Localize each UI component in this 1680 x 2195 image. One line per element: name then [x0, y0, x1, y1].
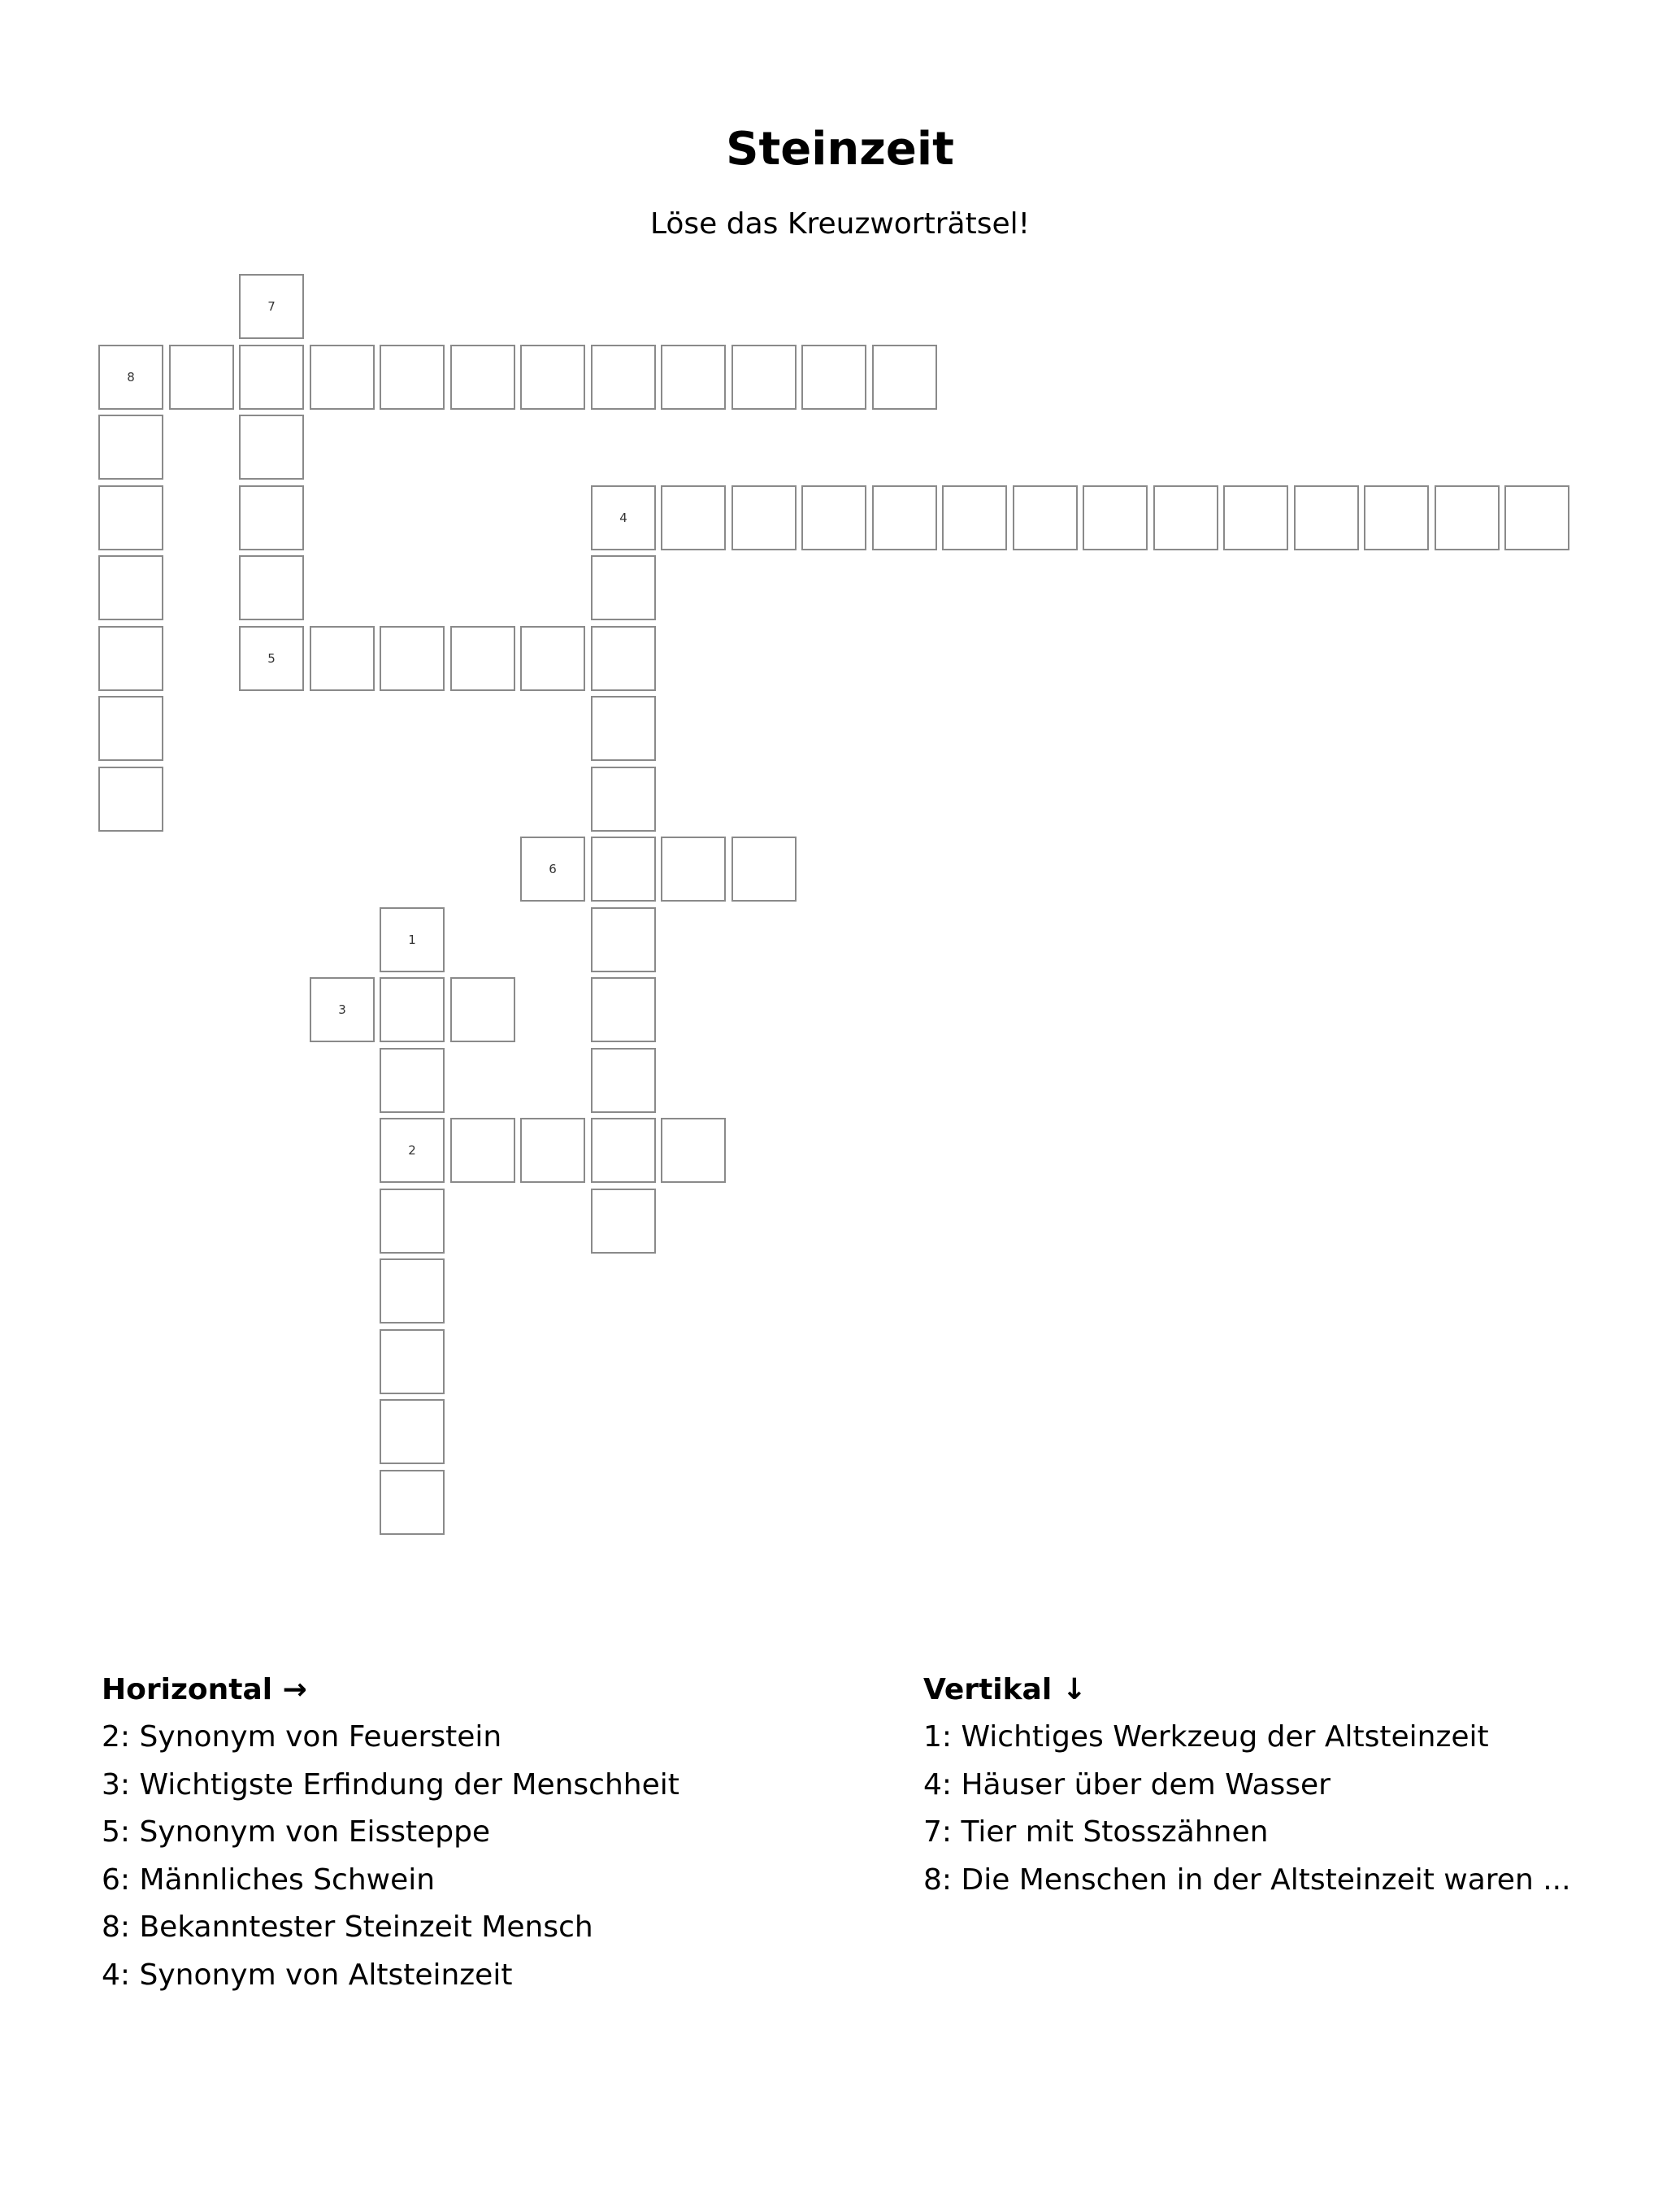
crossword-cell[interactable]: [731, 345, 797, 410]
crossword-cell[interactable]: [942, 485, 1007, 550]
clues-down-heading: Vertikal ↓: [923, 1673, 1087, 1706]
crossword-cell-6[interactable]: [520, 837, 585, 902]
clue-across-item: 4: Synonym von Altsteinzeit: [102, 1958, 513, 1992]
crossword-cell[interactable]: [98, 415, 163, 480]
crossword-cell[interactable]: [380, 1189, 445, 1254]
clues-down-list: [923, 1714, 1655, 1904]
cell-number: 3: [338, 1002, 346, 1017]
crossword-cell[interactable]: [98, 767, 163, 832]
crossword-cell[interactable]: [98, 696, 163, 761]
crossword-cell[interactable]: [380, 1399, 445, 1464]
crossword-cell[interactable]: [239, 555, 304, 620]
crossword-cell[interactable]: [520, 626, 585, 691]
crossword-cell[interactable]: [591, 345, 656, 410]
crossword-cell[interactable]: [1153, 485, 1218, 550]
crossword-cell[interactable]: [731, 485, 797, 550]
crossword-cell[interactable]: [520, 1118, 585, 1183]
clue-down-item: 7: Tier mit Stosszähnen: [923, 1815, 1269, 1849]
crossword-cell[interactable]: [591, 1048, 656, 1113]
crossword-cell[interactable]: [801, 485, 866, 550]
clue-across-item: 3: Wichtigste Erfindung der Menschheit: [102, 1767, 679, 1802]
clue-down-item: 4: Häuser über dem Wasser: [923, 1767, 1331, 1802]
crossword-cell[interactable]: [98, 485, 163, 550]
crossword-cell-4[interactable]: [591, 485, 656, 550]
crossword-cell[interactable]: [520, 345, 585, 410]
crossword-cell[interactable]: [591, 626, 656, 691]
crossword-cell[interactable]: [801, 345, 866, 410]
crossword-cell[interactable]: [380, 345, 445, 410]
cell-number: 1: [408, 932, 416, 947]
clue-across-item: 8: Bekanntester Steinzeit Mensch: [102, 1910, 593, 1945]
clue-down-item: 1: Wichtiges Werkzeug der Altsteinzeit: [923, 1720, 1489, 1754]
cell-number: 5: [267, 651, 276, 666]
crossword-cell-2[interactable]: [380, 1118, 445, 1183]
crossword-cell[interactable]: [380, 1258, 445, 1324]
crossword-cell[interactable]: [239, 415, 304, 480]
clues-across-list: [102, 1714, 874, 2000]
crossword-cell[interactable]: [1223, 485, 1288, 550]
crossword-cell[interactable]: [98, 555, 163, 620]
crossword-cell[interactable]: [591, 907, 656, 972]
crossword-cell[interactable]: [591, 977, 656, 1042]
cell-number: 7: [267, 299, 276, 314]
crossword-cell[interactable]: [1013, 485, 1078, 550]
crossword-cell[interactable]: [450, 626, 515, 691]
crossword-cell[interactable]: [450, 345, 515, 410]
crossword-cell[interactable]: [661, 837, 726, 902]
clues-down: [923, 1667, 1655, 1904]
crossword-cell[interactable]: [1435, 485, 1500, 550]
crossword-cell[interactable]: [169, 345, 234, 410]
cell-number: 8: [127, 370, 135, 385]
crossword-cell[interactable]: [1083, 485, 1148, 550]
crossword-cell[interactable]: [591, 767, 656, 832]
crossword-cell[interactable]: [310, 626, 375, 691]
cell-number: 2: [408, 1143, 416, 1158]
page-subtitle: Löse das Kreuzworträtsel!: [649, 207, 1031, 241]
crossword-cell[interactable]: [380, 977, 445, 1042]
crossword-cell-1[interactable]: [380, 907, 445, 972]
crossword-cell[interactable]: [872, 485, 937, 550]
crossword-cell[interactable]: [1504, 485, 1569, 550]
clue-down-item: 8: Die Menschen in der Altsteinzeit waren ...: [923, 1862, 1571, 1897]
crossword-cell[interactable]: [661, 1118, 726, 1183]
crossword-cell-5[interactable]: [239, 626, 304, 691]
crossword-cell[interactable]: [591, 1118, 656, 1183]
clues-across: [102, 1667, 874, 2000]
crossword-cell[interactable]: [380, 1470, 445, 1535]
crossword-cell[interactable]: [591, 1189, 656, 1254]
crossword-cell[interactable]: [591, 837, 656, 902]
crossword-cell[interactable]: [380, 1329, 445, 1394]
crossword-cell[interactable]: [450, 977, 515, 1042]
cell-number: 6: [549, 862, 557, 876]
crossword-cell[interactable]: [1294, 485, 1359, 550]
crossword-cell[interactable]: [661, 345, 726, 410]
crossword-cell[interactable]: [661, 485, 726, 550]
clues-across-heading: Horizontal →: [102, 1673, 307, 1706]
clue-across-item: 5: Synonym von Eissteppe: [102, 1815, 491, 1849]
crossword-cell[interactable]: [731, 837, 797, 902]
crossword-cell[interactable]: [310, 345, 375, 410]
page-title: Steinzeit: [726, 123, 954, 176]
crossword-cell-7[interactable]: [239, 274, 304, 339]
crossword-cell[interactable]: [380, 1048, 445, 1113]
crossword-cell[interactable]: [591, 696, 656, 761]
crossword-cell[interactable]: [98, 626, 163, 691]
crossword-cell[interactable]: [591, 555, 656, 620]
crossword-cell[interactable]: [450, 1118, 515, 1183]
crossword-cell[interactable]: [872, 345, 937, 410]
crossword-cell[interactable]: [1364, 485, 1429, 550]
crossword-cell-8[interactable]: [98, 345, 163, 410]
crossword-cell-3[interactable]: [310, 977, 375, 1042]
crossword-cell[interactable]: [239, 485, 304, 550]
crossword-cell[interactable]: [239, 345, 304, 410]
crossword-cell[interactable]: [380, 626, 445, 691]
clue-across-item: 6: Männliches Schwein: [102, 1862, 436, 1897]
clue-across-item: 2: Synonym von Feuerstein: [102, 1720, 502, 1754]
cell-number: 4: [619, 511, 627, 525]
